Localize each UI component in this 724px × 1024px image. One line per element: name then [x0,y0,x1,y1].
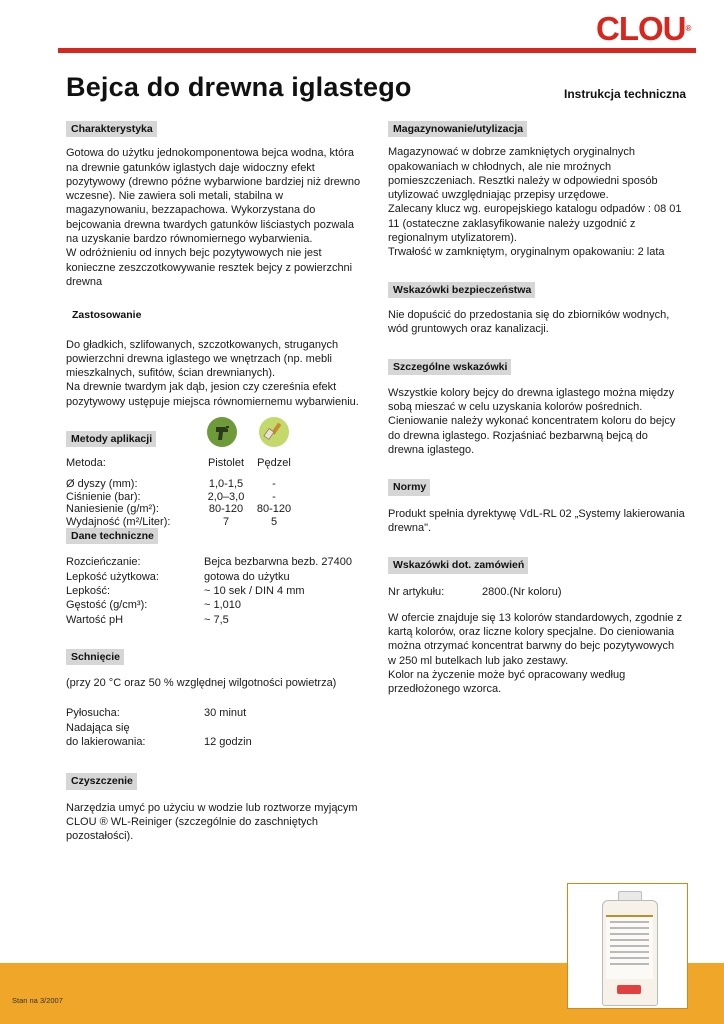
row-label: Wartość pH [66,613,124,626]
table-cell: 5 [270,515,278,528]
table-row [66,584,376,598]
section-szczegolne [388,359,694,458]
text-line: kartą kolorów, oraz liczne kolory specjalne. Do cieniowania [388,626,675,639]
row-value: 30 minut [204,707,247,720]
section-czyszczenie [66,773,376,843]
text-line: wód gruntowych oraz kanalizacji. [388,323,549,336]
text-line: na drewnie gatunków iglastych daje widoczny efekt [66,161,315,174]
text-line: Gotowa do użytku jednokomponentowa bejca wodna, która [66,147,355,160]
article-row [388,585,694,599]
row-value: gotowa do użytku [204,570,290,583]
section-heading: Zastosowanie [72,309,142,322]
section-heading: Wskazówki dot. zamówień [388,557,528,573]
section-dane [66,528,376,627]
section-magazynowanie [388,121,694,260]
text-line: drewna iglastego. [388,444,475,457]
methods-table [66,456,376,527]
row-label: do lakierowania: [66,736,146,749]
bottle-label [606,915,653,979]
text-line: utylizować uwzględniając przepisy urzędowe. [388,189,609,202]
section-heading: Dane techniczne [66,528,158,544]
row-value: ~ 7,5 [204,613,229,626]
row-label: Nadająca się [66,721,130,734]
right-column [388,121,694,697]
text-line: 11 (ostateczne zaklasyfikowanie należy uzgodnić z [388,217,636,230]
section-bezpieczenstwo [388,282,694,337]
section-heading: Charakterystyka [66,121,157,137]
text-line: w 250 ml butelkach lub jako zestawy. [388,654,569,667]
table-cell: Pędzel [257,457,291,470]
text-line: opakowaniach w chłodnych, ale nie mroźnych [388,160,612,173]
row-label: Gęstość (g/cm³): [66,599,148,612]
table-cell: Pistolet [207,457,245,470]
table-cell: 80-120 [208,503,244,516]
row-value: ~ 1,010 [204,599,242,612]
bottle-sticker [617,985,641,994]
row-label: Rozcieńczanie: [66,556,141,569]
text-line: magazynowaniu, bezzapachowa. Wykorzystana do [66,204,316,217]
text-line: Produkt spełnia dyrektywę VdL-RL 02 „Systemy lakierowania [388,507,685,520]
table-cell: Naniesienie (g/m²): [66,503,159,516]
section-heading: Normy [388,479,430,495]
row-value: Bejca bezbarwna bezb. 27400 [204,556,352,569]
row-label: Lepkość użytkowa: [66,570,159,583]
text-line: Na drewnie twardym jak dąb, jesion czy czereśnia efekt [66,381,337,394]
table-row [66,735,376,749]
table-row [66,555,376,569]
section-heading: Metody aplikacji [66,431,156,447]
left-column [66,121,376,844]
drying-note: (przy 20 °C oraz 50 % względnej wilgotności powietrza) [66,677,337,690]
table-cell: - [272,478,276,491]
table-cell: 80-120 [256,503,292,516]
section-zamowienia [388,557,694,696]
text-line: wczesne). Nie zawiera soli metali, stabilna w [66,190,284,203]
row-value: 12 godzin [204,736,252,749]
text-line: pozostałości). [66,830,134,843]
text-line: CLOU ® WL-Reiniger (szczególnie do zaschniętych [66,815,319,828]
row-value: ~ 10 sek / DIN 4 mm [204,584,305,597]
text-line: Zalecany klucz wg. europejskiego katalogu odpadów : 08 01 [388,203,682,216]
header-rule [58,48,696,53]
table-cell: Ciśnienie (bar): [66,490,141,503]
section-heading: Magazynowanie/utylizacja [388,121,527,137]
section-schniecie [66,649,376,749]
text-line: na uzyskanie bardzo równomiernego wybarwienia. [66,233,313,246]
text-line: drewna [66,275,103,288]
table-row [66,502,376,515]
text-line: Magazynować w dobrze zamkniętych oryginalnych [388,146,636,159]
section-metody [66,431,376,528]
text-line: pomieszczeniach. Resztki należy w odpowiedni sposób [388,174,658,187]
clou-logo: CLOU® [596,10,692,47]
text-line: Cieniowanie należy wykonać koncentratem koloru do bejcy [388,415,676,428]
table-cell: - [272,490,276,503]
text-line: przedłożonego wzorca. [388,683,502,696]
article-value: 2800.(Nr koloru) [482,585,562,598]
bottle-icon [602,900,658,1006]
product-image [567,883,688,1009]
table-row [66,598,376,612]
text-line: Wszystkie kolory bejcy do drewna iglastego można między [388,386,675,399]
table-cell: 2,0–3,0 [207,490,245,503]
text-line: W ofercie znajduje się 13 kolorów standardowych, zgodnie z [388,611,683,624]
table-row [66,613,376,627]
text-line: drewna". [388,521,432,534]
section-normy [388,479,694,535]
text-line: mieszkalnych, sufitów, ścian drewnianych). [66,367,276,380]
article-label: Nr artykułu: [388,585,445,598]
table-cell: Metoda: [66,457,106,470]
table-cell: Ø dyszy (mm): [66,478,138,491]
table-row [66,721,376,735]
text-line: W odróżnieniu od innych bejc pozytywowych nie jest [66,247,322,260]
table-cell: 1,0-1,5 [208,478,244,491]
row-label: Pyłosucha: [66,707,120,720]
text-line: pozytywowy ustępuje miejsca równomiernemu wybarwieniu. [66,395,359,408]
table-cell: Wydajność (m²/Liter): [66,515,171,528]
text-line: Do gładkich, szlifowanych, szczotkowanych, struganych [66,338,339,351]
text-line: do drewna iglastego. Rozjaśniać bezbarwną bejcą do [388,429,648,442]
text-line: można otrzymać koncentrat barwny do bejc pozytywowych [388,640,675,653]
row-label: Lepkość: [66,584,111,597]
text-line: Kolor na życzenie może być opracowany według [388,669,626,682]
revision-date: Stan na 3/2007 [12,996,63,1005]
document-type: Instrukcja techniczna [564,87,687,101]
table-row [66,456,376,477]
text-line: regionalnym utylizatorem). [388,232,517,245]
text-line: Trwałość w zamkniętym, oryginalnym opakowaniu: 2 lata [388,246,665,259]
text-line: sobą mieszać w celu uzyskania kolorów pośrednich. [388,401,643,414]
text-line: pozytywowy (drewno późne wybarwione bardziej niż drewno [66,175,361,188]
section-heading: Szczególne wskazówki [388,359,511,375]
brush-icon [259,417,289,447]
table-row [66,490,376,503]
table-row [66,515,376,528]
text-line: Narzędzia umyć po użyciu w wodzie lub roztworze myjącym [66,801,358,814]
text-line: konieczne zeszczotkowywanie resztek bejcy z powierzchni [66,261,353,274]
section-zastosowanie [66,307,376,409]
section-charakterystyka [66,121,376,289]
spray-gun-icon [207,417,237,447]
table-row [66,706,376,720]
table-row [66,570,376,584]
text-line: Nie dopuścić do przedostania się do zbiorników wodnych, [388,308,670,321]
section-heading: Czyszczenie [66,773,137,789]
text-line: bejcowania drewna twardych gatunków liściastych pozwala [66,218,354,231]
section-heading: Wskazówki bezpieczeństwa [388,282,535,298]
table-cell: 7 [222,515,230,528]
page-title: Bejca do drewna iglastego [66,72,412,102]
table-row [66,477,376,490]
section-heading: Schnięcie [66,649,124,665]
text-line: powierzchni drewna iglastego we wnętrzach (np. mebli [66,352,332,365]
